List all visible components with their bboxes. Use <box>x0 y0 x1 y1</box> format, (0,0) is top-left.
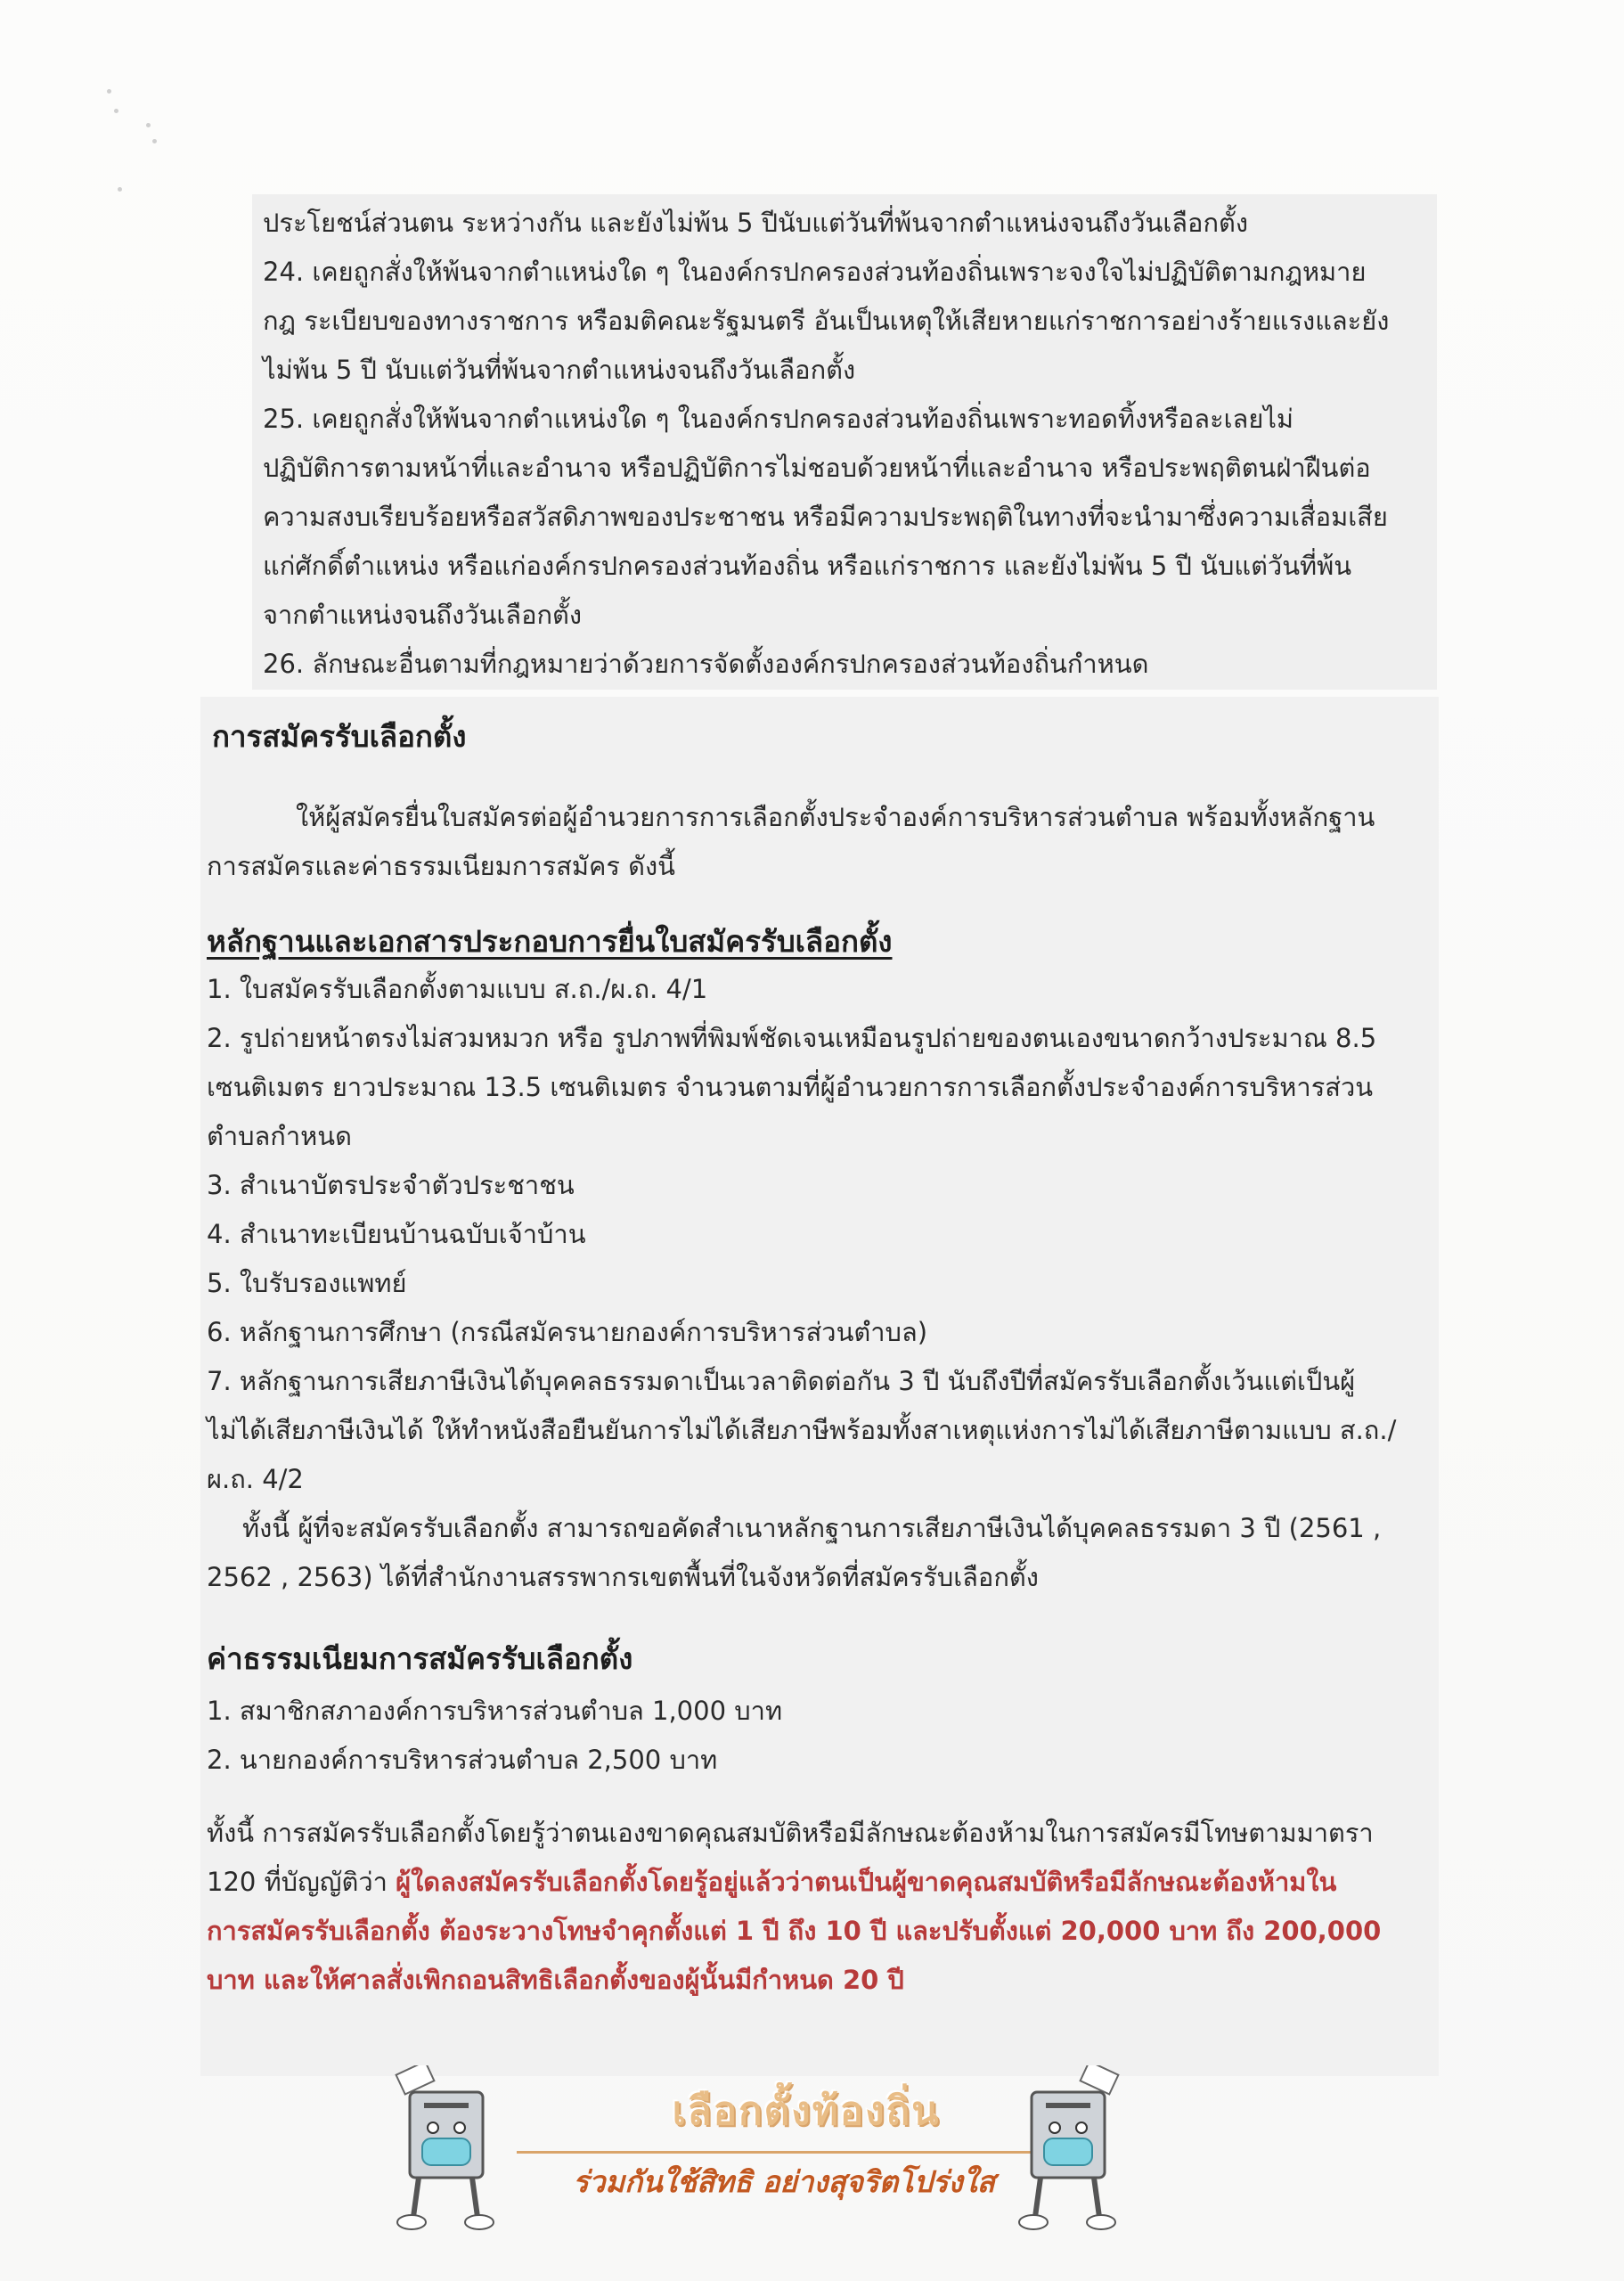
text-line: 26. ลักษณะอื่นตามที่กฎหมายว่าด้วยการจัดตั้งองค์กรปกครองส่วนท้องถิ่นกำหนด <box>263 649 1149 679</box>
tax-note: ทั้งนี้ ผู้ที่จะสมัครรับเลือกตั้ง สามารถขอคัดสำเนาหลักฐานการเสียภาษีเงินได้บุคคลธรรมดา 3 ปี (2561 , <box>242 1513 1382 1543</box>
penalty-line: ทั้งนี้ การสมัครรับเลือกตั้งโดยรู้ว่าตนเองขาดคุณสมบัติหรือมีลักษณะต้องห้ามในการสมัครมีโทษตามมาตรา <box>207 1818 1374 1848</box>
documents-list <box>207 965 1432 1602</box>
list-item: ผ.ถ. 4/2 <box>207 1464 304 1494</box>
list-item: 7. หลักฐานการเสียภาษีเงินได้บุคคลธรรมดาเป็นเวลาติดต่อกัน 3 ปี นับถึงปีที่สมัครรับเลือกตั้งเว้นแต่เป็นผู้ <box>207 1366 1356 1396</box>
tax-note: 2562 , 2563) ได้ที่สำนักงานสรรพากรเขตพื้นที่ในจังหวัดที่สมัครรับเลือกตั้ง <box>207 1562 1039 1592</box>
documents-heading: หลักฐานและเอกสารประกอบการยื่นใบสมัครรับเลือกตั้ง <box>207 924 893 959</box>
fees-heading: ค่าธรรมเนียมการสมัครรับเลือกตั้ง <box>207 1641 633 1676</box>
list-item: 2. รูปถ่ายหน้าตรงไม่สวมหมวก หรือ รูปภาพที่พิมพ์ชัดเจนเหมือนรูปถ่ายของตนเองขนาดกว้างประมาณ 8.5 <box>207 1023 1377 1053</box>
text-line: การสมัครและค่าธรรมเนียมการสมัคร ดังนี้ <box>207 851 675 881</box>
banner-title: เลือกตั้งท้องถิ่น <box>672 2089 941 2134</box>
text-line: ให้ผู้สมัครยื่นใบสมัครต่อผู้อำนวยการการเลือกตั้งประจำองค์การบริหารส่วนตำบล พร้อมทั้งหลักฐาน <box>296 802 1375 832</box>
penalty-text-plain: 120 ที่บัญญัติว่า <box>207 1867 396 1897</box>
application-intro <box>207 793 1432 891</box>
penalty-text-red: การสมัครรับเลือกตั้ง ต้องระวางโทษจำคุกตั้งแต่ 1 ปี ถึง 10 ปี และปรับตั้งแต่ 20,000 บาท ถึง 200,000 <box>207 1916 1382 1946</box>
fees-list <box>207 1687 1432 1785</box>
fee-item: 1. สมาชิกสภาองค์การบริหารส่วนตำบล 1,000 บาท <box>207 1696 783 1726</box>
list-item: 5. ใบรับรองแพทย์ <box>207 1268 407 1298</box>
prohibited-qualifications-list <box>263 199 1430 689</box>
text-line: 25. เคยถูกสั่งให้พ้นจากตำแหน่งใด ๆ ในองค์กรปกครองส่วนท้องถิ่นเพราะทอดทิ้งหรือละเลยไม่ <box>263 404 1294 434</box>
banner-subtitle: ร่วมกันใช้สิทธิ อย่างสุจริตโปร่งใส <box>573 2164 995 2199</box>
banner-divider <box>517 2151 1042 2154</box>
penalty-line <box>207 1858 1432 1907</box>
list-item: ไม่ได้เสียภาษีเงินได้ ให้ทำหนังสือยืนยันการไม่ได้เสียภาษีพร้อมทั้งสาเหตุแห่งการไม่ได้เสียภาษีตามแบบ ส.ถ./ <box>207 1415 1397 1445</box>
text-line: จากตำแหน่งจนถึงวันเลือกตั้ง <box>263 600 583 630</box>
application-heading: การสมัครรับเลือกตั้ง <box>212 719 467 754</box>
ballot-box-mascot-right <box>1016 2065 1122 2244</box>
fee-item: 2. นายกองค์การบริหารส่วนตำบล 2,500 บาท <box>207 1745 718 1775</box>
election-banner <box>392 2060 1105 2252</box>
text-line: ประโยชน์ส่วนตน ระหว่างกัน และยังไม่พ้น 5 ปีนับแต่วันที่พ้นจากตำแหน่งจนถึงวันเลือกตั้ง <box>263 208 1249 238</box>
text-line: ความสงบเรียบร้อยหรือสวัสดิภาพของประชาชน หรือมีความประพฤติในทางที่จะนำมาซึ่งความเสื่อมเสีย <box>263 502 1388 532</box>
text-line: กฎ ระเบียบของทางราชการ หรือมติคณะรัฐมนตรี อันเป็นเหตุให้เสียหายแก่ราชการอย่างร้ายแรงและยัง <box>263 306 1390 336</box>
text-line: 24. เคยถูกสั่งให้พ้นจากตำแหน่งใด ๆ ในองค์กรปกครองส่วนท้องถิ่นเพราะจงใจไม่ปฏิบัติตามกฎหมาย <box>263 257 1367 287</box>
penalty-notice <box>207 1809 1432 2005</box>
list-item: 1. ใบสมัครรับเลือกตั้งตามแบบ ส.ถ./ผ.ถ. 4/1 <box>207 974 708 1004</box>
text-line: ไม่พ้น 5 ปี นับแต่วันที่พ้นจากตำแหน่งจนถึงวันเลือกตั้ง <box>263 355 856 385</box>
list-item: ตำบลกำหนด <box>207 1121 352 1151</box>
penalty-text-red: บาท และให้ศาลสั่งเพิกถอนสิทธิเลือกตั้งของผู้นั้นมีกำหนด 20 ปี <box>207 1965 904 1995</box>
list-item: 4. สำเนาทะเบียนบ้านฉบับเจ้าบ้าน <box>207 1219 586 1249</box>
list-item: เซนติเมตร ยาวประมาณ 13.5 เซนติเมตร จำนวนตามที่ผู้อำนวยการการเลือกตั้งประจำองค์การบริหารส่วน <box>207 1072 1374 1102</box>
list-item: 3. สำเนาบัตรประจำตัวประชาชน <box>207 1170 575 1200</box>
penalty-text-red: ผู้ใดลงสมัครรับเลือกตั้งโดยรู้อยู่แล้วว่าตนเป็นผู้ขาดคุณสมบัติหรือมีลักษณะต้องห้ามใน <box>396 1867 1337 1897</box>
list-item: 6. หลักฐานการศึกษา (กรณีสมัครนายกองค์การบริหารส่วนตำบล) <box>207 1317 928 1347</box>
text-line: ปฏิบัติการตามหน้าที่และอำนาจ หรือปฏิบัติการไม่ชอบด้วยหน้าที่และอำนาจ หรือประพฤติตนฝ่าฝืนต่อ <box>263 453 1371 483</box>
text-line: แก่ศักดิ์ตำแหน่ง หรือแก่องค์กรปกครองส่วนท้องถิ่น หรือแก่ราชการ และยังไม่พ้น 5 ปี นับแต่วันที่พ้น <box>263 551 1352 581</box>
